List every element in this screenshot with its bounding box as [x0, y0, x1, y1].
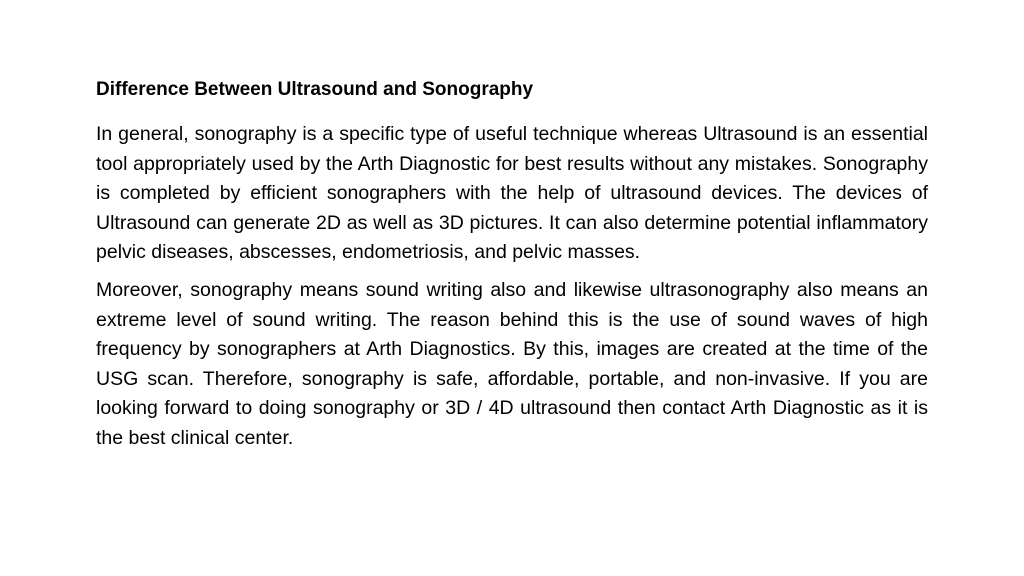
page-title: Difference Between Ultrasound and Sonography: [96, 79, 534, 100]
paragraph-2: Moreover, sonography means sound writing also and likewise ultrasonography also means an extreme level of sound writing. The reason behind this is the use of sound waves of high frequency by sonographers at Arth Diagnostics. By this, images are created at the time of the USG scan. Therefore, sonography is safe, affordable, portable, and non-invasive. If you are looking forward to doing sonography or 3D / 4D ultrasound then contact Arth Diagnostic as it is the best clinical center.: [96, 278, 928, 449]
paragraph-1: In general, sonography is a specific type of useful technique whereas Ultrasound is an essential tool appropriately used by the Arth Diagnostic for best results without any mistakes. Sonography is completed by efficient sonographers with the help of ultrasound devices. The devices of Ultrasound can generate 2D as well as 3D pictures. It can also determine potential inflammatory pelvic diseases, abscesses, endometriosis, and pelvic masses.: [96, 123, 928, 264]
document-slide: [96, 75, 928, 462]
